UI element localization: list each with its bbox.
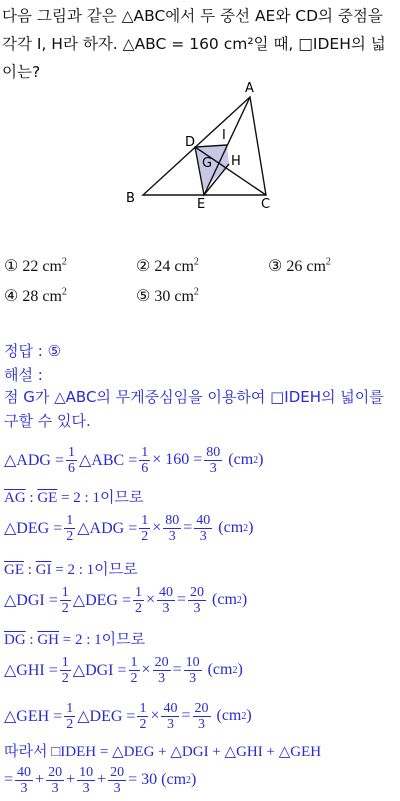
label-i: I [222, 128, 226, 143]
explanation-title: 해설 : [4, 366, 43, 384]
calc-geh: △GEH = $\frac{1}{2}$ △DEG = $\frac{1}{2}$ × $\frac{40}{3}$ = $\frac{20}{3}$ (cm 2 ) [4, 700, 252, 732]
triangle-figure [0, 0, 400, 215]
choice-5[interactable]: ⑤ 30 $cm^2$ [136, 286, 199, 305]
label-d: D [185, 135, 196, 150]
choice-4[interactable]: ④ 28 $cm^2$ [4, 286, 67, 305]
answer-label: 정답 : ⑤ [4, 342, 62, 360]
calc-ghi: △GHI = $\frac{1}{2}$ △DGI = $\frac{1}{2}$ × $\frac{20}{3}$ = $\frac{10}{3}$ (cm 2 ) [4, 654, 243, 686]
calc-dgi: △DGI = $\frac{1}{2}$ △DEG = $\frac{1}{2}$ × $\frac{40}{3}$ = $\frac{20}{3}$ (cm 2 ) [4, 584, 248, 616]
therefore-line: 따라서 □IDEH = △DEG + △DGI + △GHI + △GEH [4, 744, 322, 760]
calc-deg: △DEG = $\frac{1}{2}$ △ADG = $\frac{1}{2}$ × $\frac{80}{3}$ = $\frac{40}{3}$ (cm 2 ) [4, 512, 254, 544]
explanation-intro: 점 G가 △ABC의 무게중심임을 이용하여 □IDEH의 넓이를 구할 수 있다. [4, 388, 384, 430]
final-sum: = $\frac{40}{3}$ + $\frac{20}{3}$ + $\frac{10}{3}$ + $\frac{20}{3}$ = 30 (cm 2 ) [4, 764, 197, 796]
label-g: G [202, 156, 213, 171]
choice-3[interactable]: ③ 26 $cm^2$ [268, 256, 331, 275]
label-a: A [245, 81, 254, 96]
label-e: E [197, 197, 206, 212]
label-h: H [231, 154, 241, 169]
calc-adg: △ADG = $\frac{1}{6}$ △ABC = $\frac{1}{6}$ × 160 = $\frac{80}{3}$ (cm 2 ) [4, 444, 264, 476]
choice-2[interactable]: ② 24 $cm^2$ [136, 256, 199, 275]
question-text: 다음 그림과 같은 △ABC에서 두 중선 AE와 CD의 중점을 각각 I, H라 하자. △ABC = 160 cm²일 때, □IDEH의 넓이는? [2, 7, 386, 81]
ratio-ag-ge: $\overline{AG}$ : $\overline{GE} = 2$ : 1이므로 [4, 490, 144, 506]
choice-1[interactable]: ① 22 $cm^2$ [4, 256, 67, 275]
label-b: B [126, 191, 135, 206]
label-c: C [261, 197, 271, 212]
ratio-dg-gh: $\overline{DG}$ : $\overline{GH} = 2$ : 1이므로 [4, 632, 146, 648]
ratio-ge-gi: $\overline{GE}$ : $\overline{GI} = 2$ : 1이므로 [4, 562, 138, 578]
